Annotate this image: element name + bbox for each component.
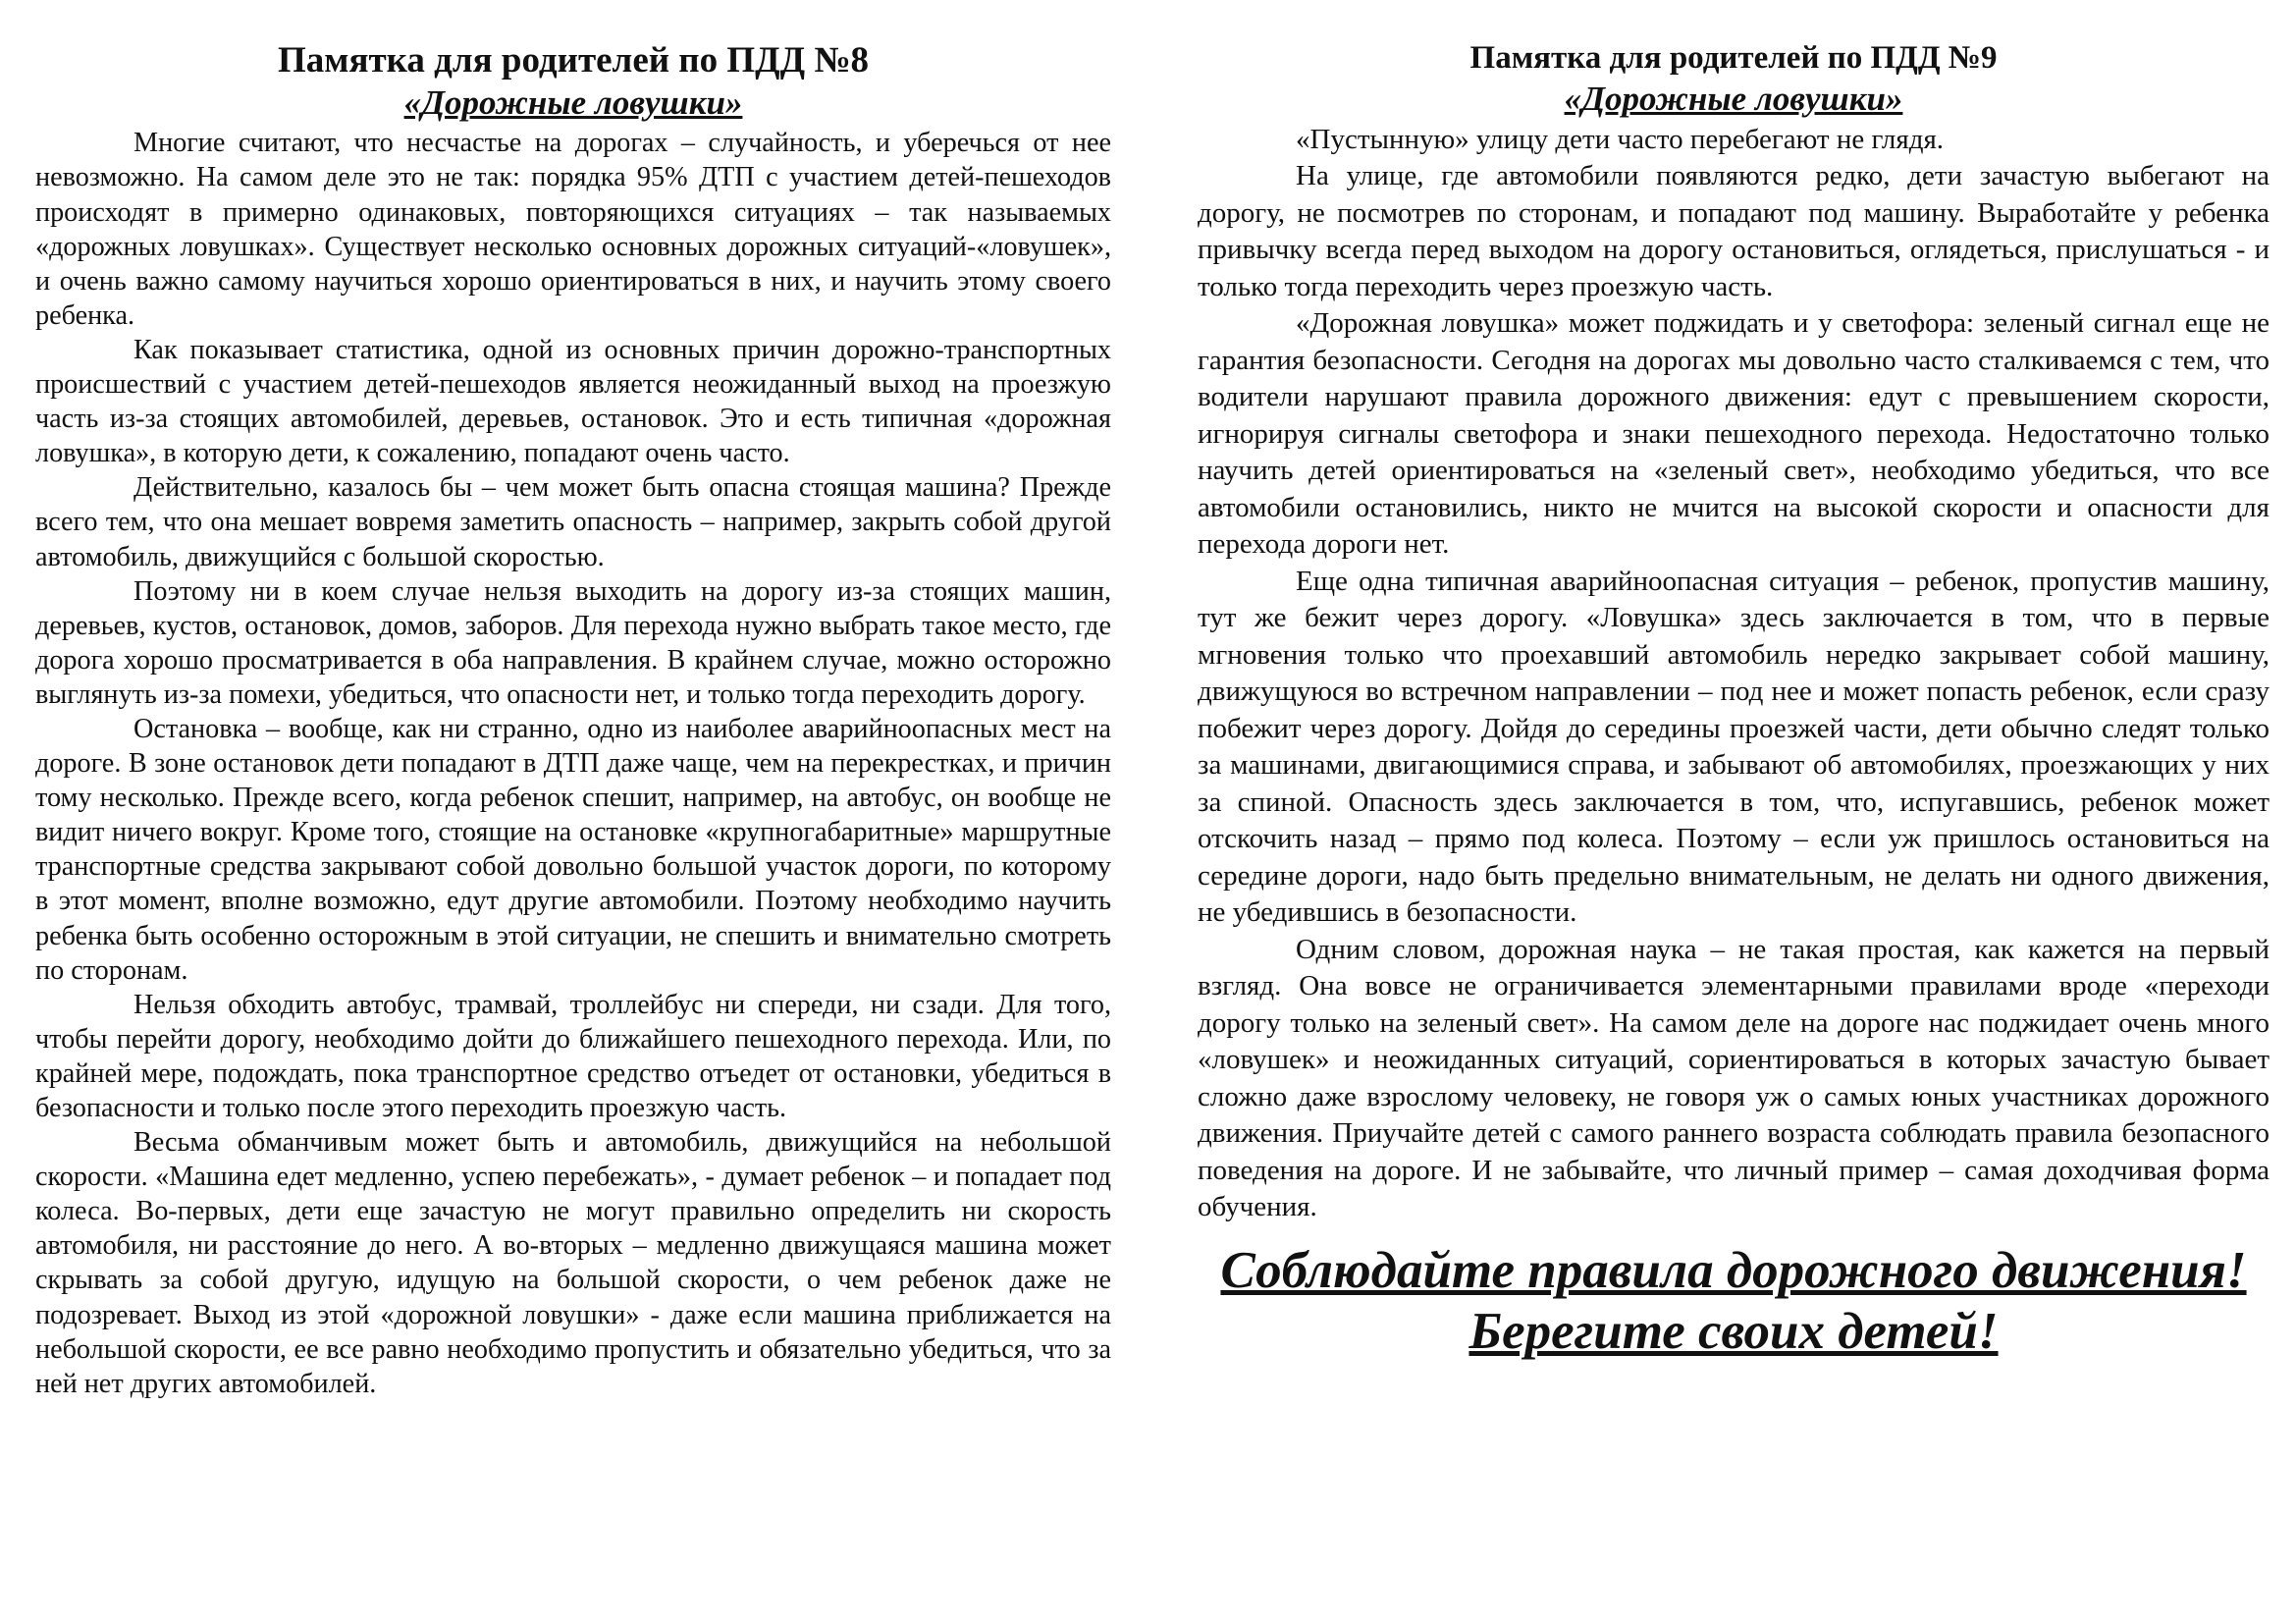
paragraph: Еще одна типичная аварийноопасная ситуация – ребенок, пропустив машину, тут же бежит через дорогу. «Ловушка» здесь заключается в том, что в первые мгновения только что проехавший автомобиль нередко закрывает собой машину, движущуюся во встречном направлении – под нее и может попасть ребенок, если сразу побежит через дорогу. Дойдя до середины проезжей части, дети обычно следят только за машинами, двигающимися справа, и забывают об автомобилях, проезжающих у них за спиной. Опасность здесь заключается в том, что, испугавшись, ребенок может отскочить назад – прямо под колеса. Поэтому – если уж пришлось остановиться на середине дороги, надо быть предельно внимательным, не делать ни одного движения, не убедившись в безопасности. — [1198, 565, 2269, 929]
paragraph: Поэтому ни в коем случае нельзя выходить на дорогу из-за стоящих машин, деревьев, кустов, остановок, домов, заборов. Для перехода нужно выбрать такое место, где дорога хорошо просматривается в оба направления. В крайнем случае, можно осторожно выглянуть из-за помехи, убедиться, что опасности нет, и только тогда переходить дорогу. — [35, 575, 1111, 710]
paragraph: Весьма обманчивым может быть и автомобиль, движущийся на небольшой скорости. «Машина едет медленно, успею перебежать», - думает ребенок – и попадает под колеса. Во-первых, дети еще зачастую не могут правильно определить ни скорость автомобиля, ни расстояние до него. А во-вторых – медленно движущаяся машина может скрывать за собой другую, идущую на большой скорости, о чем ребенок даже не подозревает. Выход из этой «дорожной ловушки» - даже если машина приближается на небольшой скорости, ее все равно необходимо пропустить и обязательно убедиться, что за ней нет других автомобилей. — [35, 1127, 1111, 1399]
closing-slogan — [1198, 1240, 2269, 1362]
leaflet-9-title: Памятка для родителей по ПДД №9 — [1469, 40, 1998, 76]
slogan-line: Соблюдайте правила дорожного движения! — [1220, 1241, 2247, 1299]
paragraph: Как показывает статистика, одной из основных причин дорожно-транспортных происшествий с участием детей-пешеходов является неожиданный выход на проезжую часть из-за стоящих автомобилей, деревьев, остановок. Это и есть типичная «дорожная ловушка», в которую дети, к сожалению, попадают очень часто. — [35, 334, 1111, 469]
paragraph: На улице, где автомобили появляются редко, дети зачастую выбегают на дорогу, не посмотрев по сторонам, и попадают под машину. Выработайте у ребенка привычку всегда перед выходом на дорогу остановиться, оглядеться, прислушаться - и только тогда переходить через проезжую часть. — [1198, 160, 2269, 302]
leaflet-9-subtitle: «Дорожные ловушки» — [1564, 79, 1903, 118]
leaflet-8-title: Памятка для родителей по ПДД №8 — [277, 40, 869, 81]
paragraph: Нельзя обходить автобус, трамвай, троллейбус ни спереди, ни сзади. Для того, чтобы перейти дорогу, необходимо дойти до ближайшего пешеходного перехода. Или, по крайней мере, подождать, пока транспортное средство отъедет от остановки, убедиться в безопасности и только после этого переходить проезжую часть. — [35, 989, 1111, 1124]
leaflet-8-body — [35, 126, 1111, 1400]
paragraph: Действительно, казалось бы – чем может быть опасна стоящая машина? Прежде всего тем, что она мешает вовремя заметить опасность – например, закрыть собой другой автомобиль, движущийся с большой скоростью. — [35, 472, 1111, 572]
leaflet-9-body — [1198, 122, 2269, 1226]
slogan-line: Берегите своих детей! — [1468, 1302, 1999, 1360]
leaflet-8 — [35, 39, 1111, 1401]
paragraph: Остановка – вообще, как ни странно, одно из наиболее аварийноопасных мест на дороге. В зоне остановок дети попадают в ДТП даже чаще, чем на перекрестках, и причин тому несколько. Прежде всего, когда ребенок спешит, например, на автобус, он вообще не видит ничего вокруг. Кроме того, стоящие на остановке «крупногабаритные» маршрутные транспортные средства закрывают собой довольно большой участок дороги, по которому в этот момент, вполне возможно, едут другие автомобили. Поэтому необходимо научить ребенка быть особенно осторожным в этой ситуации, не спешить и внимательно смотреть по сторонам. — [35, 713, 1111, 986]
leaflet-9 — [1198, 39, 2269, 1362]
paragraph: Многие считают, что несчастье на дорогах – случайность, и уберечься от нее невозможно. На самом деле это не так: порядка 95% ДТП с участием детей-пешеходов происходят в примерно одинаковых, повторяющихся ситуациях – так называемых «дорожных ловушках». Существует несколько основных дорожных ситуаций-«ловушек», и очень важно самому научиться хорошо ориентироваться в них, и научить этому своего ребенка. — [35, 128, 1111, 331]
paragraph: Одним словом, дорожная наука – не такая простая, как кажется на первый взгляд. Она вовсе не ограничивается элементарными правилами вроде «переходи дорогу только на зеленый свет». На самом деле на дороге нас поджидает очень много «ловушек» и неожиданных ситуаций, сориентироваться в которых зачастую бывает сложно даже взрослому человеку, не говоря уж о самых юных участниках дорожного движения. Приучайте детей с самого раннего возраста соблюдать правила безопасного поведения на дороге. И не забывайте, что личный пример – самая доходчивая форма обучения. — [1198, 933, 2269, 1223]
paragraph: «Дорожная ловушка» может поджидать и у светофора: зеленый сигнал еще не гарантия безопасности. Сегодня на дорогах мы довольно часто сталкиваемся с тем, что водители нарушают правила дорожного движения: едут с превышением скорости, игнорируя сигналы светофора и знаки пешеходного перехода. Недостаточно только научить детей ориентироваться на «зеленый свет», необходимо убедиться, что все автомобили остановились, никто не мчится на высокой скорости и опасности для перехода дороги нет. — [1198, 307, 2269, 561]
paragraph: «Пустынную» улицу дети часто перебегают не глядя. — [1296, 123, 1945, 155]
leaflet-8-subtitle: «Дорожные ловушки» — [403, 83, 743, 123]
